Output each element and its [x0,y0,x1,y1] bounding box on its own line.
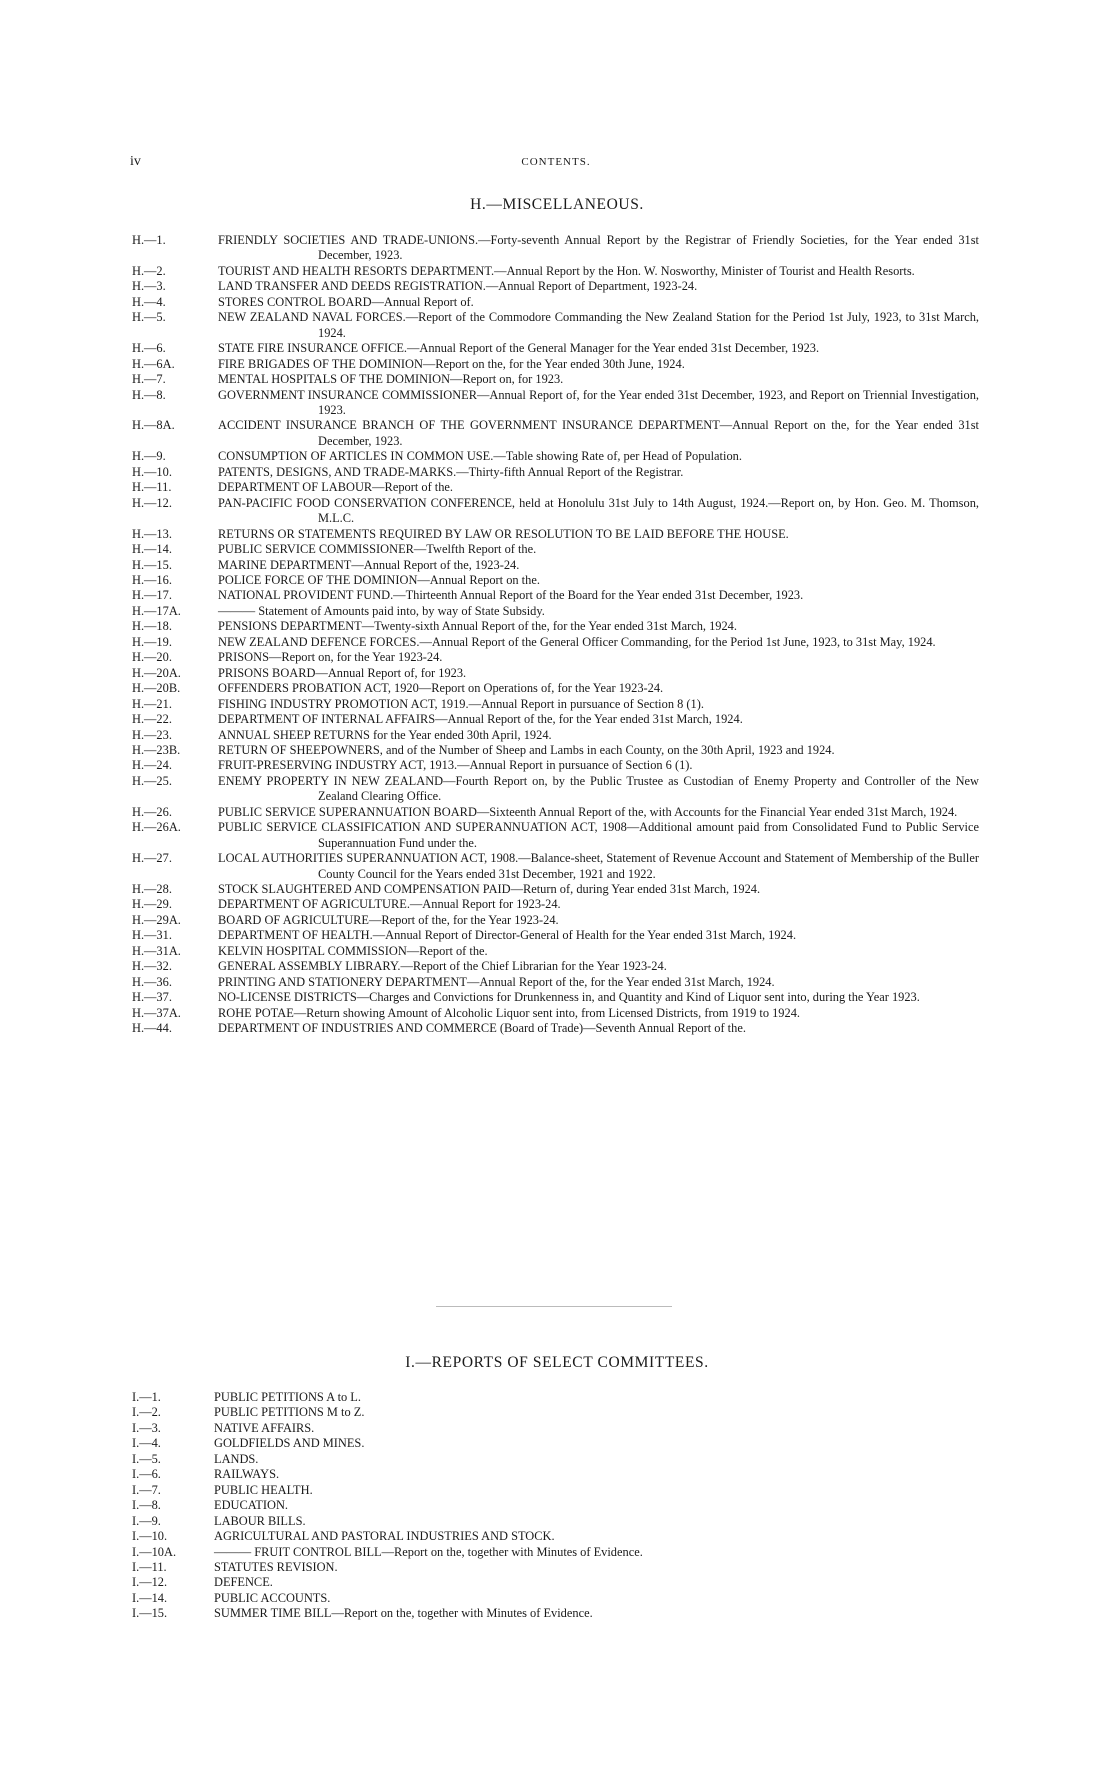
report-number: I.—14. [132,1590,168,1605]
list-item [132,1591,892,1606]
report-title: FRUIT-PRESERVING INDUSTRY ACT, 1913.—Annual Report in pursuance of Section 6 (1). [218,758,693,773]
list-item [132,1483,892,1498]
report-number: I.—10A. [132,1544,177,1559]
list-item [132,728,979,743]
list-item [132,1498,892,1513]
report-number: H.—22. [132,712,172,727]
report-title: STATE FIRE INSURANCE OFFICE.—Annual Report of the General Manager for the Year ended 31st December, 1923. [218,341,820,356]
report-number: H.—20. [132,650,172,665]
report-title: LABOUR BILLS. [214,1513,306,1528]
page-header [130,154,982,172]
report-title: EDUCATION. [214,1498,288,1513]
report-number: H.—11. [132,480,172,495]
report-number: H.—31A. [132,943,181,958]
list-item [132,480,979,495]
report-number: H.—20A. [132,665,181,680]
list-item [132,542,979,557]
report-title: DEFENCE. [214,1575,273,1590]
report-title: AGRICULTURAL AND PASTORAL INDUSTRIES AND STOCK. [214,1529,555,1544]
report-number: I.—9. [132,1513,161,1528]
list-item [132,1529,892,1544]
list-item [132,820,979,851]
report-number: H.—27. [132,851,172,866]
report-title: ACCIDENT INSURANCE BRANCH OF THE GOVERNMENT INSURANCE DEPARTMENT—Annual Report on the, for the Year ended 31st December, 1923. [218,418,979,448]
list-item [132,1436,892,1451]
list-item [132,496,979,527]
report-number: H.—25. [132,773,172,788]
report-title: NEW ZEALAND NAVAL FORCES.—Report of the Commodore Commanding the New Zealand Station for the Period 1st July, 1923, to 31st March, 1924. [218,310,979,340]
list-item [132,264,979,279]
report-number: H.—21. [132,696,172,711]
report-number: H.—28. [132,882,172,897]
report-number: H.—4. [132,294,166,309]
report-title: PUBLIC HEALTH. [214,1482,313,1497]
report-number: I.—11. [132,1559,167,1574]
list-item [132,449,979,464]
list-item [132,1452,892,1467]
report-title: PRISONS—Report on, for the Year 1923-24. [218,650,443,665]
report-number: H.—2. [132,263,166,278]
report-title: FRIENDLY SOCIETIES AND TRADE-UNIONS.—Forty-seventh Annual Report by the Registrar of Friendly Societies, for the Year ended 31st December, 1923. [218,233,979,263]
list-item [132,681,979,696]
report-number: I.—8. [132,1498,161,1513]
list-item [132,279,979,294]
report-title: GOLDFIELDS AND MINES. [214,1436,365,1451]
report-number: H.—5. [132,310,166,325]
report-number: H.—17A. [132,603,181,618]
list-item [132,1021,979,1036]
report-number: H.—36. [132,974,172,989]
report-title: RETURN OF SHEEPOWNERS, and of the Number of Sheep and Lambs in each County, on the 30th April, 1923 and 1924. [218,742,835,757]
list-item [132,697,979,712]
report-number: H.—9. [132,449,166,464]
report-number: H.—31. [132,928,172,943]
report-title: POLICE FORCE OF THE DOMINION—Annual Report on the. [218,572,540,587]
list-item [132,1467,892,1482]
report-title: DEPARTMENT OF HEALTH.—Annual Report of Director-General of Health for the Year ended 31st March, 1924. [218,928,797,943]
list-item [132,1575,892,1590]
list-item [132,357,979,372]
report-title: BOARD OF AGRICULTURE—Report of the, for the Year 1923-24. [218,912,559,927]
report-title: PUBLIC PETITIONS A to L. [214,1390,361,1404]
report-title: NEW ZEALAND DEFENCE FORCES.—Annual Report of the General Officer Commanding, for the Period 1st June, 1923, to 31st May, 1924. [218,634,936,649]
running-head: CONTENTS. [521,156,591,168]
report-number: H.—10. [132,464,172,479]
report-number: I.—6. [132,1467,161,1482]
report-title: STORES CONTROL BOARD—Annual Report of. [218,294,474,309]
report-number: I.—7. [132,1482,161,1497]
report-number: H.—24. [132,758,172,773]
list-item [132,1560,892,1575]
list-item [132,418,979,449]
list-item [132,944,979,959]
list-item [132,372,979,387]
report-title: TOURIST AND HEALTH RESORTS DEPARTMENT.—Annual Report by the Hon. W. Nosworthy, Minister of Tourist and Health Resorts. [218,263,915,278]
report-title: PUBLIC PETITIONS M to Z. [214,1405,365,1420]
report-title: DEPARTMENT OF INDUSTRIES AND COMMERCE (Board of Trade)—Seventh Annual Report of the. [218,1021,746,1036]
report-number: H.—26A. [132,820,181,835]
report-title: PUBLIC SERVICE COMMISSIONER—Twelfth Report of the. [218,542,537,557]
list-item [132,295,979,310]
list-item [132,975,979,990]
report-title: DEPARTMENT OF INTERNAL AFFAIRS—Annual Report of the, for the Year ended 31st March, 1924. [218,712,743,727]
list-item [132,743,979,758]
report-title: GENERAL ASSEMBLY LIBRARY.—Report of the Chief Librarian for the Year 1923-24. [218,959,667,974]
report-number: H.—20B. [132,681,181,696]
list-item [132,619,979,634]
report-number: H.—32. [132,959,172,974]
report-title: NATIVE AFFAIRS. [214,1420,315,1435]
report-number: I.—5. [132,1451,161,1466]
report-title: SUMMER TIME BILL—Report on the, together with Minutes of Evidence. [214,1606,593,1621]
report-number: I.—3. [132,1420,161,1435]
list-item [132,635,979,650]
report-title: FIRE BRIGADES OF THE DOMINION—Report on the, for the Year ended 30th June, 1924. [218,356,685,371]
list-item [132,573,979,588]
report-title: DEPARTMENT OF LABOUR—Report of the. [218,480,454,495]
report-title: ——— Statement of Amounts paid into, by way of State Subsidy. [218,603,545,618]
report-title: PENSIONS DEPARTMENT—Twenty-sixth Annual Report of the, for the Year ended 31st March, 1924. [218,619,737,634]
report-title: LANDS. [214,1451,259,1466]
report-title: KELVIN HOSPITAL COMMISSION—Report of the. [218,943,488,958]
report-number: H.—23B. [132,742,181,757]
report-title: PRINTING AND STATIONERY DEPARTMENT—Annual Report of the, for the Year ended 31st March, 1924. [218,974,775,989]
list-item [132,588,979,603]
report-number: H.—12. [132,495,172,510]
report-title: PAN-PACIFIC FOOD CONSERVATION CONFERENCE, held at Honolulu 31st July to 14th August, 1924.—Report on, by Hon. Geo. M. Thomson, M.L.C. [218,495,979,526]
report-number: H.—29. [132,897,172,912]
list-item [132,650,979,665]
report-number: H.—13. [132,526,172,541]
list-item [132,897,979,912]
page-number: iv [130,154,141,169]
report-number: H.—23. [132,727,172,742]
report-number: H.—16. [132,572,172,587]
report-number: H.—18. [132,619,172,634]
list-item [132,1514,892,1529]
report-title: PATENTS, DESIGNS, AND TRADE-MARKS.—Thirty-fifth Annual Report of the Registrar. [218,464,684,479]
section-h-title: H.—MISCELLANEOUS. [470,196,644,213]
report-title: ——— FRUIT CONTROL BILL—Report on the, together with Minutes of Evidence. [214,1544,643,1559]
section-i-title: I.—REPORTS OF SELECT COMMITTEES. [405,1354,709,1371]
list-item [132,1390,892,1405]
section-i-list [132,1390,892,1622]
report-title: PUBLIC ACCOUNTS. [214,1590,331,1605]
list-item [132,805,979,820]
list-item [132,465,979,480]
list-item [132,913,979,928]
report-title: CONSUMPTION OF ARTICLES IN COMMON USE.—Table showing Rate of, per Head of Population. [218,449,742,464]
report-number: H.—7. [132,372,166,387]
list-item [132,1545,892,1560]
report-title: ENEMY PROPERTY IN NEW ZEALAND—Fourth Report on, by the Public Trustee as Custodian of Enemy Property and Controller of the New Zealand Clearing Office. [218,773,979,804]
report-number: H.—1. [132,233,166,247]
report-title: LAND TRANSFER AND DEEDS REGISTRATION.—Annual Report of Department, 1923-24. [218,279,698,294]
report-number: H.—29A. [132,912,181,927]
section-h-list [132,233,979,1037]
list-item [132,990,979,1005]
report-title: ROHE POTAE—Return showing Amount of Alcoholic Liquor sent into, from Licensed Districts, from 1919 to 1924. [218,1005,800,1020]
report-number: H.—8. [132,387,166,402]
list-item [132,341,979,356]
report-title: NATIONAL PROVIDENT FUND.—Thirteenth Annual Report of the Board for the Year ended 31st December, 1923. [218,588,804,603]
report-title: NO-LICENSE DISTRICTS—Charges and Convictions for Drunkenness in, and Quantity and Kind of Liquor sent into, during the Year 1923. [218,990,920,1005]
report-title: DEPARTMENT OF AGRICULTURE.—Annual Report for 1923-24. [218,897,561,912]
report-number: I.—15. [132,1606,168,1621]
report-number: I.—12. [132,1575,168,1590]
list-item [132,1405,892,1420]
report-title: ANNUAL SHEEP RETURNS for the Year ended 30th April, 1924. [218,727,552,742]
report-number: I.—1. [132,1390,161,1404]
report-title: GOVERNMENT INSURANCE COMMISSIONER—Annual Report of, for the Year ended 31st December, 1923, and Report on Triennial Investigation, 1923. [218,387,979,417]
report-number: H.—17. [132,588,172,603]
report-number: H.—26. [132,804,172,819]
list-item [132,712,979,727]
list-item [132,388,979,419]
report-number: H.—37A. [132,1005,181,1020]
report-number: H.—3. [132,279,166,294]
list-item [132,882,979,897]
report-number: I.—4. [132,1436,161,1451]
list-item [132,310,979,341]
list-item [132,758,979,773]
list-item [132,959,979,974]
list-item [132,928,979,943]
report-number: I.—10. [132,1529,168,1544]
report-number: H.—6A. [132,356,175,371]
report-title: LOCAL AUTHORITIES SUPERANNUATION ACT, 1908.—Balance-sheet, Statement of Revenue Account and Statement of Membership of the Buller County Council for the Years ended 31st December, 1921 and 1922. [218,851,979,881]
report-title: STOCK SLAUGHTERED AND COMPENSATION PAID—Return of, during Year ended 31st March, 1924. [218,882,761,897]
report-title: PUBLIC SERVICE SUPERANNUATION BOARD—Sixteenth Annual Report of the, with Accounts for the Financial Year ended 31st March, 1924. [218,804,958,819]
report-title: RAILWAYS. [214,1467,280,1482]
list-item [132,1606,892,1621]
list-item [132,558,979,573]
report-title: PRISONS BOARD—Annual Report of, for 1923. [218,665,467,680]
report-title: MENTAL HOSPITALS OF THE DOMINION—Report on, for 1923. [218,372,564,387]
report-number: H.—37. [132,990,172,1005]
list-item [132,1421,892,1436]
list-item [132,604,979,619]
list-item [132,851,979,882]
report-title: PUBLIC SERVICE CLASSIFICATION AND SUPERANNUATION ACT, 1908—Additional amount paid from Consolidated Fund to Public Service Superannuation Fund under the. [218,820,979,850]
report-title: RETURNS OR STATEMENTS REQUIRED BY LAW OR RESOLUTION TO BE LAID BEFORE THE HOUSE. [218,526,789,541]
list-item [132,233,979,264]
report-number: H.—8A. [132,418,175,433]
list-item [132,1006,979,1021]
list-item [132,666,979,681]
list-item [132,774,979,805]
list-item [132,527,979,542]
report-title: MARINE DEPARTMENT—Annual Report of the, 1923-24. [218,557,520,572]
report-number: H.—6. [132,341,166,356]
report-number: H.—44. [132,1021,172,1036]
report-title: FISHING INDUSTRY PROMOTION ACT, 1919.—Annual Report in pursuance of Section 8 (1). [218,696,704,711]
report-number: H.—15. [132,557,172,572]
report-title: OFFENDERS PROBATION ACT, 1920—Report on Operations of, for the Year 1923-24. [218,681,664,696]
report-number: H.—19. [132,634,172,649]
report-number: I.—2. [132,1405,161,1420]
report-number: H.—14. [132,542,172,557]
section-divider [436,1306,672,1307]
report-title: STATUTES REVISION. [214,1559,338,1574]
